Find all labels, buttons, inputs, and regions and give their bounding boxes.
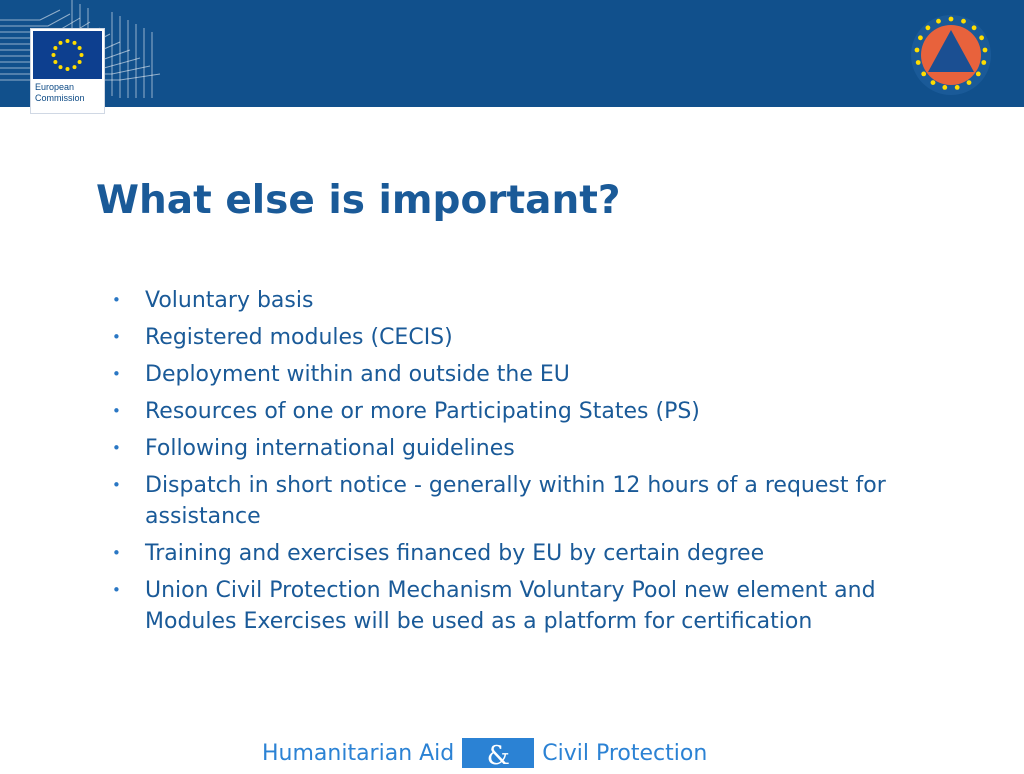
bullet-dot-icon: • bbox=[112, 291, 121, 309]
list-item-text: Union Civil Protection Mechanism Voluntary Pool new element and Modules Exercises will be used as a platform for certification bbox=[145, 578, 876, 634]
slide-title: What else is important? bbox=[96, 178, 621, 223]
ec-logo-text bbox=[35, 82, 103, 104]
european-commission-logo bbox=[31, 29, 104, 113]
civil-protection-logo-icon bbox=[908, 12, 994, 98]
bullet-dot-icon: • bbox=[112, 439, 121, 457]
list-item bbox=[110, 433, 970, 464]
footer-right-text: Civil Protection bbox=[542, 740, 708, 766]
footer-ampersand: & bbox=[462, 738, 534, 768]
list-item-text: Voluntary basis bbox=[145, 288, 314, 313]
eu-flag-icon bbox=[33, 31, 102, 79]
list-item bbox=[110, 396, 970, 427]
list-item bbox=[110, 285, 970, 316]
bullet-dot-icon: • bbox=[112, 476, 121, 494]
list-item-text: Dispatch in short notice - generally within 12 hours of a request for assistance bbox=[145, 473, 886, 529]
list-item-text: Training and exercises financed by EU by certain degree bbox=[145, 541, 765, 566]
list-item-text: Deployment within and outside the EU bbox=[145, 362, 570, 387]
bullet-dot-icon: • bbox=[112, 402, 121, 420]
ec-logo-line2: Commission bbox=[35, 93, 85, 103]
header-band bbox=[0, 0, 1024, 107]
footer-banner bbox=[262, 738, 708, 771]
bullet-dot-icon: • bbox=[112, 328, 121, 346]
ec-logo-line1: European bbox=[35, 82, 75, 92]
footer-left-text: Humanitarian Aid bbox=[262, 740, 455, 766]
list-item-text: Registered modules (CECIS) bbox=[145, 325, 453, 350]
bullet-list bbox=[110, 285, 970, 643]
list-item bbox=[110, 470, 970, 532]
list-item bbox=[110, 359, 970, 390]
list-item bbox=[110, 538, 970, 569]
bullet-dot-icon: • bbox=[112, 544, 121, 562]
list-item-text: Resources of one or more Participating States (PS) bbox=[145, 399, 700, 424]
bullet-dot-icon: • bbox=[112, 365, 121, 383]
list-item bbox=[110, 322, 970, 353]
list-item bbox=[110, 575, 970, 637]
bullet-dot-icon: • bbox=[112, 581, 121, 599]
list-item-text: Following international guidelines bbox=[145, 436, 515, 461]
